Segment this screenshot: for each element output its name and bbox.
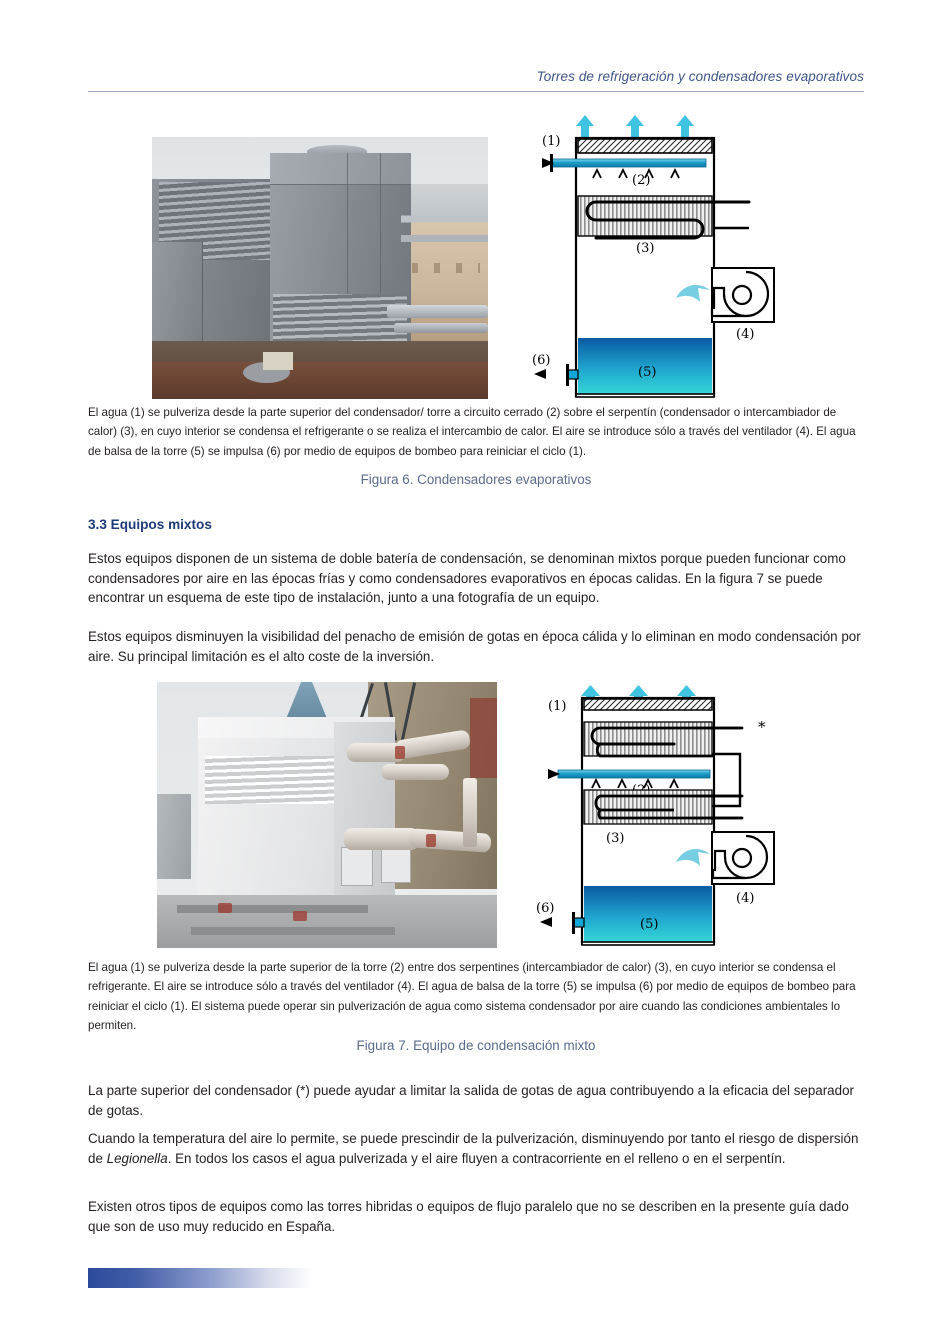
body-paragraph-3: La parte superior del condensador (*) puede ayudar a limitar la salida de gotas de agua contribuyendo a la eficacia del separador de gotas. <box>88 1083 854 1118</box>
header-title: Torres de refrigeración y condensadores evaporativos <box>536 69 864 84</box>
figure7-schematic <box>524 684 854 954</box>
photo-support-marking <box>218 903 232 914</box>
body-paragraph-4 <box>88 1129 864 1168</box>
water-outlet-arrow <box>534 369 564 379</box>
figure6-schematic-svg <box>524 112 854 402</box>
photo-insulated-pipe <box>381 764 449 780</box>
photo-horizontal-pipe <box>387 305 488 318</box>
figure6-label-1: (1) <box>542 134 561 149</box>
legionella-italic: Legionella <box>106 1150 168 1166</box>
photo-crane-beam <box>401 682 416 740</box>
section-paragraph-2: Estos equipos disminuyen la visibilidad del penacho de emisión de gotas en época cálida y lo eliminan en modo condensación por aire. Su principal limitación es el alto coste de la inversión. <box>88 629 861 664</box>
section-heading-3-3: 3.3 Equipos mixtos <box>88 517 212 532</box>
body-paragraph-4-pre: Cuando la temperatura del aire lo permite, se puede prescindir de la pulverización, disminuyendo por tanto el riesgo de dispersión de <box>88 1131 859 1166</box>
photo-louver-main <box>273 294 407 346</box>
drift-eliminator <box>584 699 712 710</box>
photo-horizontal-pipe <box>394 323 488 333</box>
figure6-schematic <box>524 112 854 402</box>
page-header <box>88 58 864 92</box>
fan-hub <box>733 286 751 304</box>
photo-support-beam <box>191 927 395 935</box>
water-outlet-arrow <box>540 917 570 927</box>
figure7-photo <box>157 682 497 948</box>
figure6-label-6: (6) <box>532 353 551 368</box>
fan-hub <box>733 849 751 867</box>
figure6-caption: El agua (1) se pulveriza desde la parte superior del condensador/ torre a circuito cerrado (2) sobre el serpentín (condensador o intercambiador de calor) (3), en cuyo interior se condensa el refrigerante o se realiza el intercambio de calor. El aire se introduce sólo a través del ventilador (4). El agua de balsa de la torre (5) se impulsa (6) por medio de equipos de bombeo para reiniciar el ciclo (1). <box>88 406 856 458</box>
basin-floor <box>576 394 714 397</box>
photo-roof-deck <box>157 895 497 948</box>
figure7-title: Figura 7. Equipo de condensación mixto <box>356 1038 596 1053</box>
figure7-label-6: (6) <box>536 901 555 916</box>
page-number: 6 <box>12 1269 20 1284</box>
water-inlet-arrow <box>524 158 554 168</box>
figure6-label-5: (5) <box>638 365 657 380</box>
photo-vertical-pipes <box>401 205 488 263</box>
figure7-label-3: (3) <box>606 831 625 846</box>
photo-roof-deck-front <box>152 362 488 399</box>
body-paragraph-5: Existen otros tipos de equipos como las torres hibridas o equipos de flujo paralelo que no se describen en la presente guía dado que son de uso muy reducido en España. <box>88 1199 849 1234</box>
figure6-photo <box>152 137 488 399</box>
water-inlet-arrow <box>528 769 560 779</box>
figure7-label-asterisk: * <box>758 718 766 736</box>
photo-vertical-pipe <box>463 778 477 847</box>
outlet-flange <box>566 364 569 386</box>
figure7-caption: El agua (1) se pulveriza desde la parte superior de la torre (2) entre dos serpentines (intercambiador de calor) (3), en cuyo interior se condensa el refrigerante. El aire se introduce sólo a través del ventilador (4). El agua de balsa de la torre (5) se impulsa (6) por medio de equipos de bombeo para reiniciar el ciclo (1). El sistema puede operar sin pulverización de agua como sistema condensador por aire cuando las condiciones ambientales lo permiten. <box>88 961 856 1033</box>
figure7-label-5: (5) <box>640 917 659 932</box>
photo-support-marking <box>293 911 307 922</box>
header-divider <box>88 91 864 92</box>
spray-distribution-pipe <box>558 770 710 778</box>
photo-background-wall-red <box>470 698 497 778</box>
photo-insulated-pipe <box>344 828 419 849</box>
footer-bar <box>88 1268 313 1288</box>
photo-support-beam <box>177 905 367 913</box>
photo-cooling-tower-main-top <box>270 153 411 185</box>
coil-link-bracket <box>712 754 740 806</box>
spray-distribution-pipe <box>551 159 706 167</box>
air-outlet-arrows <box>576 115 694 138</box>
photo-pipe-marking <box>395 746 405 759</box>
photo-roof-equipment <box>263 352 293 370</box>
section-paragraph-1: Estos equipos disponen de un sistema de doble batería de condensación, se denominan mixtos porque pueden funcionar como condensadores por aire en las épocas frías y como condensadores evaporativos en épocas calidas. En la figura 7 se puede encontrar un esquema de este tipo de instalación, junto a una fotografía de un equipo. <box>88 551 846 606</box>
photo-access-panel-left <box>152 242 203 342</box>
figure6-label-3: (3) <box>636 241 655 256</box>
figure6-title: Figura 6. Condensadores evaporativos <box>360 472 592 487</box>
figure7-schematic-svg <box>524 684 854 954</box>
drift-eliminator <box>578 139 712 153</box>
body-paragraph-4-post: . En todos los casos el agua pulverizada y el aire fluyen a contracorriente en el relleno o en el serpentín. <box>167 1150 786 1166</box>
outlet-flange <box>572 912 575 934</box>
basin-water <box>584 886 712 942</box>
basin-floor <box>582 942 714 945</box>
figure6-label-4: (4) <box>736 327 755 342</box>
figure7-label-4: (4) <box>736 891 755 906</box>
figure6-label-2: (2) <box>632 173 651 188</box>
photo-louver <box>205 756 334 804</box>
photo-adjacent-unit <box>157 794 191 879</box>
figure7-label-1: (1) <box>548 699 567 714</box>
coil-connection-pipes <box>714 202 749 228</box>
photo-access-panel <box>381 847 410 884</box>
photo-pipe-marking <box>426 834 436 847</box>
photo-access-panel <box>341 847 374 886</box>
